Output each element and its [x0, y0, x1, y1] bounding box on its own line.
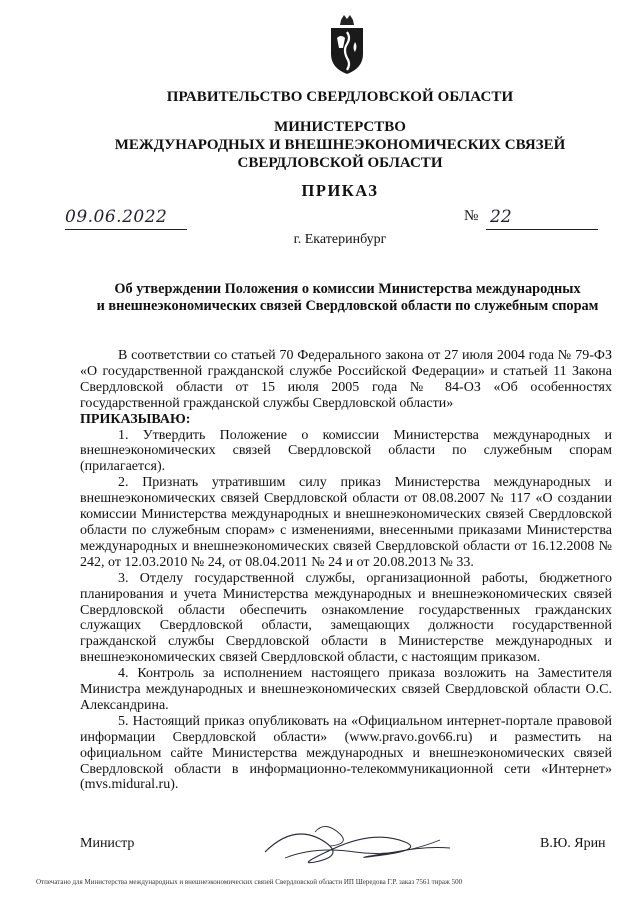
order-item-4: 4. Контроль за исполнением настоящего приказа возложить на Заместителя Министра международных и внешнеэкономических связей Свердловской области О.С. Александрина.: [80, 666, 612, 713]
title-line-1: Об утверждении Положения о комиссии Министерства международных: [114, 281, 581, 297]
ministry-line-3: СВЕРДЛОВСКОЙ ОБЛАСТИ: [237, 155, 443, 171]
title-line-2: и внешнеэкономических связей Свердловской области по служебным спорам: [96, 298, 599, 314]
order-date: 09.06.2022: [65, 207, 168, 227]
order-item-2: 2. Признать утратившим силу приказ Министерства международных и внешнеэкономических связей Свердловской области от 08.08.2007 № 117 «О создании комиссии Министерства международных и внешнеэкономических связей Свердловской области по служебным спорам» с изменениями, внесенными приказами Министерства международных и внешнеэкономических связей Свердловской области от 16.12.2008 № 242, от 12.03.2010 № 24, от 08.04.2011 № 24 и от 20.08.2013 № 33.: [80, 475, 612, 570]
order-body: [80, 348, 612, 793]
number-field: [486, 207, 598, 230]
date-field: [65, 207, 187, 230]
city: г. Екатеринбург: [293, 232, 387, 247]
ministry-name: [60, 118, 620, 172]
document-type: ПРИКАЗ: [301, 181, 379, 200]
ministry-line-1: МИНИСТЕРСТВО: [274, 119, 406, 135]
order-item-5: 5. Настоящий приказ опубликовать на «Официальном интернет-портале правовой информации Свердловской области» (www.pravo.gov66.ru) и разместить на официальном сайте Министерства международных и внешнеэкономических связей Свердловской области в информационно-телекоммуникационной сети «Интернет» (mvs.midural.ru).: [80, 713, 612, 793]
handwritten-signature-icon: [255, 812, 455, 874]
preamble: В соответствии со статьей 70 Федерального закона от 27 июля 2004 года № 79-ФЗ «О государственной гражданской службе Российской Федерации» и статьей 11 Закона Свердловской области от 15 июля 2005 года № 84-ОЗ «Об особенностях государственной гражданской службы Свердловской области»: [80, 348, 612, 411]
order-number: 22: [490, 207, 512, 227]
order-item-3: 3. Отделу государственной службы, организационной работы, бюджетного планирования и учета Министерства международных и внешнеэкономических связей Свердловской области обеспечить ознакомление государственных гражданских служащих Свердловской области, замещающих должности государственной гражданской службы Свердловской области в Министерстве международных и внешнеэкономических связей Свердловской области, с настоящим приказом.: [80, 570, 612, 666]
signer-position: Министр: [80, 836, 135, 851]
print-note: Отпечатано для Министерства международных и внешнеэкономических связей Свердловской области ИП Шередова Г.Р. заказ 7561 тираж 500: [36, 878, 463, 886]
sverdlovsk-coat-of-arms-icon: [327, 14, 367, 76]
ministry-line-2: МЕЖДУНАРОДНЫХ И ВНЕШНЕЭКОНОМИЧЕСКИХ СВЯЗЕЙ: [114, 137, 566, 153]
government-name: ПРАВИТЕЛЬСТВО СВЕРДЛОВСКОЙ ОБЛАСТИ: [166, 89, 514, 105]
order-title: [60, 281, 635, 315]
order-word: ПРИКАЗЫВАЮ:: [80, 411, 191, 427]
signer-name: В.Ю. Ярин: [540, 836, 606, 851]
number-label: №: [464, 208, 479, 224]
order-item-1: 1. Утвердить Положение о комиссии Министерства международных и внешнеэкономических связей Свердловской области по служебным спорам (прилагается).: [80, 427, 612, 475]
